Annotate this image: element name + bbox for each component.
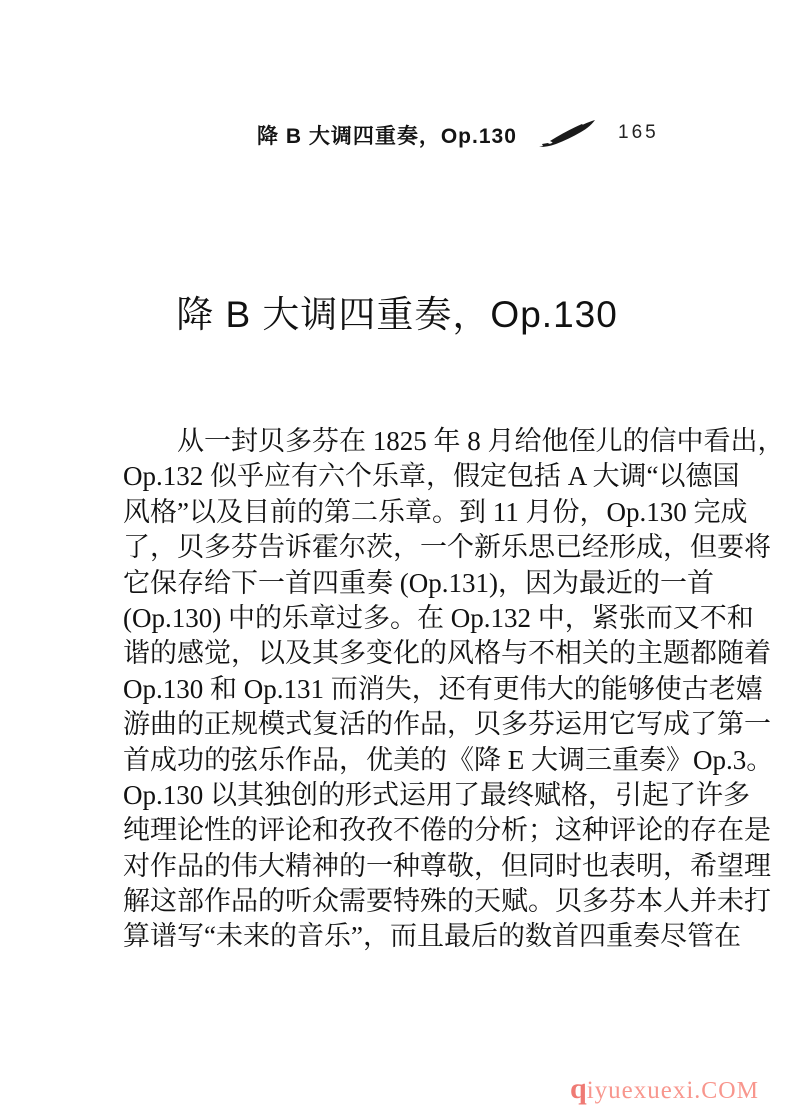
running-title: 降 B 大调四重奏，Op.130 bbox=[257, 125, 517, 148]
text-line: 游曲的正规模式复活的作品，贝多芬运用它写成了第一 bbox=[123, 709, 771, 740]
text-line: (Op.130) 中的乐章过多。在 Op.132 中，紧张而又不和 bbox=[123, 602, 754, 633]
text-line: Op.130 以其独创的形式运用了最终赋格，引起了许多 bbox=[123, 779, 750, 810]
text-line: 对作品的伟大精神的一种尊敬，但同时也表明，希望理 bbox=[123, 850, 771, 881]
text-line: 从一封贝多芬在 1825 年 8 月给他侄儿的信中看出， bbox=[177, 426, 785, 456]
watermark bbox=[570, 1072, 759, 1106]
text-line: 风格”以及目前的第二乐章。到 11 月份，Op.130 完成 bbox=[123, 496, 748, 527]
body-text bbox=[123, 424, 785, 955]
text-line: 首成功的弦乐作品，优美的《降 E 大调三重奏》Op.3。 bbox=[123, 744, 774, 775]
watermark-domain: .COM bbox=[694, 1078, 759, 1104]
watermark-initial: q bbox=[570, 1072, 587, 1105]
quill-feather-icon bbox=[536, 118, 598, 150]
watermark-name: iyuexuexi bbox=[586, 1077, 695, 1104]
text-line: Op.132 似乎应有六个乐章，假定包括 A 大调“以德国 bbox=[123, 461, 740, 492]
text-line: Op.130 和 Op.131 而消失，还有更伟大的能够使古老嬉 bbox=[123, 673, 763, 704]
chapter-title: 降 B 大调四重奏，Op.130 bbox=[176, 294, 618, 335]
text-line: 算谱写“未来的音乐”，而且最后的数首四重奏尽管在 bbox=[123, 921, 741, 952]
text-line: 了，贝多芬告诉霍尔茨，一个新乐思已经形成，但要将 bbox=[123, 532, 771, 563]
page-header bbox=[0, 118, 794, 150]
text-line: 纯理论性的评论和孜孜不倦的分析；这种评论的存在是 bbox=[123, 815, 771, 846]
page-number: 165 bbox=[618, 122, 659, 143]
text-line: 解这部作品的听众需要特殊的天赋。贝多芬本人并未打 bbox=[123, 886, 771, 917]
text-line: 它保存给下一首四重奏 (Op.131)，因为最近的一首 bbox=[123, 567, 714, 598]
text-line: 谐的感觉，以及其多变化的风格与不相关的主题都随着 bbox=[123, 638, 771, 669]
